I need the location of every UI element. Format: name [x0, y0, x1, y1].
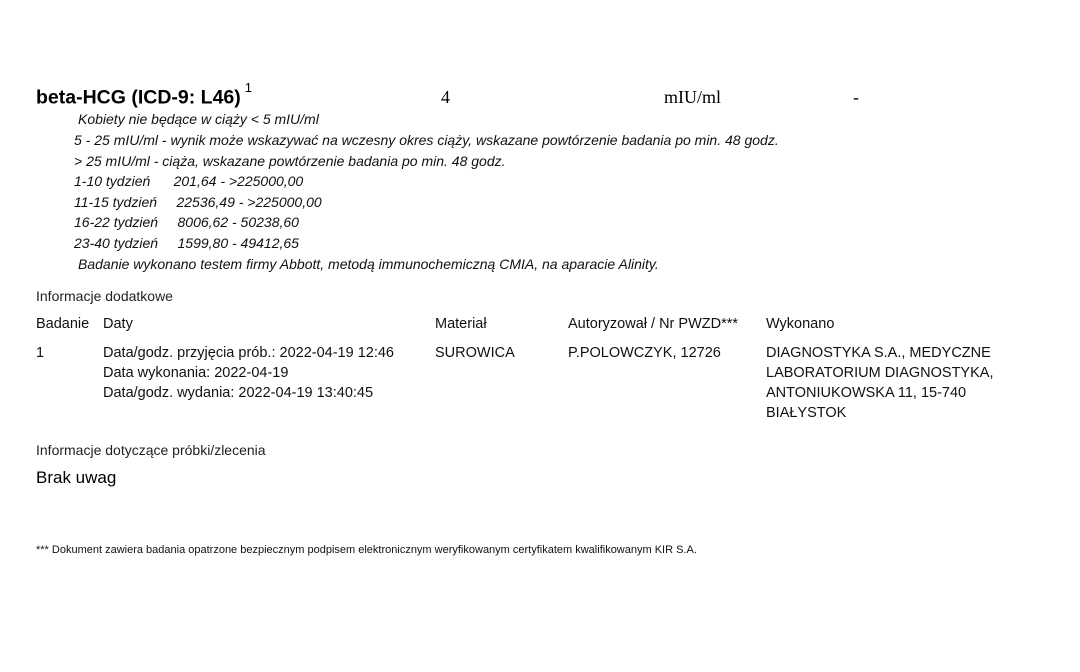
lab-line: BIAŁYSTOK — [766, 405, 847, 421]
reference-note: > 25 mIU/ml - ciąża, wskazane powtórzenie badania po min. 48 godz. — [74, 153, 506, 169]
result-unit: mIU/ml — [664, 87, 721, 107]
header-daty: Daty — [103, 316, 133, 332]
header-badanie: Badanie — [36, 316, 90, 332]
reference-range: 23-40 tydzień 1599,80 - 49412,65 — [74, 235, 299, 251]
footer-note: *** Dokument zawiera badania opatrzone bezpiecznym podpisem elektronicznym weryfikowanym certyfikatem kwalifikowanym KIR S.A. — [36, 544, 697, 556]
reference-range: 1-10 tydzień 201,64 - >225000,00 — [74, 173, 304, 189]
reference-note: Kobiety nie będące w ciąży < 5 mIU/ml — [78, 111, 319, 127]
result-flag: - — [853, 87, 859, 107]
sample-info-heading: Informacje dotyczące próbki/zlecenia — [36, 442, 266, 458]
reference-range: 11-15 tydzień 22536,49 - >225000,00 — [74, 194, 322, 210]
date-performed: Data wykonania: 2022-04-19 — [103, 365, 289, 381]
header-material: Materiał — [435, 316, 487, 332]
reference-note: 5 - 25 mIU/ml - wynik może wskazywać na wczesny okres ciąży, wskazane powtórzenie badania po min. 48 godz. — [74, 132, 779, 148]
footnote-marker: 1 — [244, 80, 252, 95]
lab-line: LABORATORIUM DIAGNOSTYKA, — [766, 365, 994, 381]
row-wykonano — [766, 343, 993, 423]
row-autoryzowal: P.POLOWCZYK, 12726 — [568, 345, 721, 361]
lab-line: DIAGNOSTYKA S.A., MEDYCZNE — [766, 345, 991, 361]
reference-range: 16-22 tydzień 8006,62 - 50238,60 — [74, 214, 299, 230]
sample-info-value: Brak uwag — [36, 468, 117, 487]
row-daty — [103, 343, 394, 403]
additional-info-heading: Informacje dodatkowe — [36, 288, 173, 304]
date-issued: Data/godz. wydania: 2022-04-19 13:40:45 — [103, 385, 374, 401]
method-note: Badanie wykonano testem firmy Abbott, metodą immunochemiczną CMIA, na aparacie Alinity. — [78, 256, 659, 272]
result-value: 4 — [441, 87, 450, 107]
test-title — [36, 80, 252, 110]
row-material: SUROWICA — [435, 345, 515, 361]
date-received: Data/godz. przyjęcia prób.: 2022-04-19 12:46 — [103, 345, 394, 361]
header-wykonano: Wykonano — [766, 316, 835, 332]
lab-line: ANTONIUKOWSKA 11, 15-740 — [766, 385, 967, 401]
row-badanie: 1 — [36, 345, 45, 361]
test-name: beta-HCG (ICD-9: L46) — [36, 86, 241, 109]
header-autoryzowal: Autoryzował / Nr PWZD*** — [568, 316, 739, 332]
